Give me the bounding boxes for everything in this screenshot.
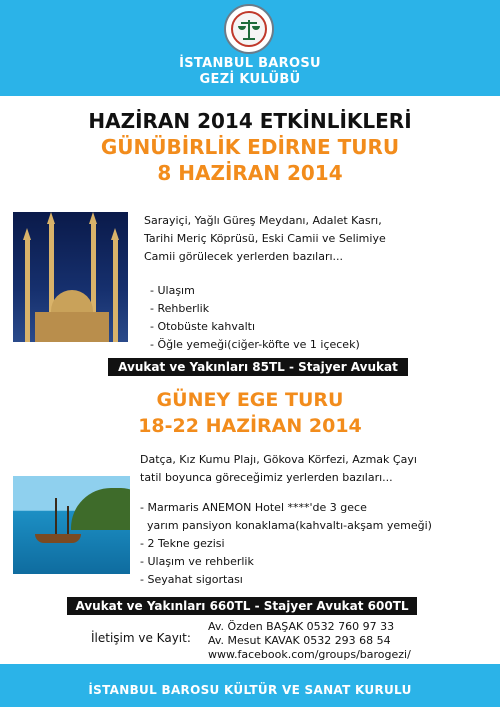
footer-text: İSTANBUL BAROSU KÜLTÜR VE SANAT KURULU [88, 683, 412, 697]
tour1-date: 8 HAZİRAN 2014 [157, 161, 343, 185]
sailboat-photo [13, 476, 130, 574]
club-name: GEZİ KULÜBÜ [199, 72, 301, 87]
tour2-includes-list [140, 499, 490, 589]
tour1-price-bar: Avukat ve Yakınları 85TL - Stajyer Avukat 75TL [108, 358, 408, 376]
tour1-description-line: Tarihi Meriç Köprüsü, Eski Camii ve Selimiye [144, 232, 386, 245]
header-banner [0, 0, 500, 96]
tour1-description-line: Camii görülecek yerlerden bazıları... [144, 250, 344, 263]
tour1-description [144, 212, 494, 266]
tour1-description-line: Sarayiçi, Yağlı Güreş Meydanı, Adalet Kasrı, [144, 214, 382, 227]
list-item: yarım pansiyon konaklama(kahvaltı-akşam yemeği) [140, 519, 432, 532]
list-item: - Otobüste kahvaltı [150, 320, 255, 333]
tour1-title: GÜNÜBİRLİK EDİRNE TURU [100, 135, 400, 159]
contact-label: İletişim ve Kayıt: [91, 631, 191, 645]
tour2-title: GÜNEY EGE TURU [156, 389, 344, 411]
contact-person-1: Av. Özden BAŞAK 0532 760 97 33 [208, 620, 395, 633]
list-item: - Ulaşım ve rehberlik [140, 555, 254, 568]
tour2-price-bar: Avukat ve Yakınları 660TL - Stajyer Avukat 600TL [67, 597, 417, 615]
list-item: - Marmaris ANEMON Hotel ****'de 3 gece [140, 501, 367, 514]
list-item: - Ulaşım [150, 284, 195, 297]
page-title: HAZİRAN 2014 ETKİNLİKLERİ [88, 109, 412, 133]
tour2-description [140, 451, 490, 487]
organization-name: İSTANBUL BAROSU [179, 56, 321, 71]
facebook-group-link[interactable]: www.facebook.com/groups/barogezi/ [208, 648, 411, 661]
list-item: - Öğle yemeği(ciğer-köfte ve 1 içecek) [150, 338, 360, 351]
list-item: - 2 Tekne gezisi [140, 537, 225, 550]
bar-association-logo [224, 4, 274, 54]
mosque-photo [13, 212, 128, 342]
tour2-date: 18-22 HAZİRAN 2014 [138, 415, 362, 437]
footer-banner [0, 664, 500, 707]
tour2-description-line: Datça, Kız Kumu Plajı, Gökova Körfezi, Azmak Çayı [140, 453, 417, 466]
list-item: - Rehberlik [150, 302, 210, 315]
list-item: - Seyahat sigortası [140, 573, 243, 586]
scales-of-justice-icon [231, 11, 267, 47]
contact-person-2: Av. Mesut KAVAK 0532 293 68 54 [208, 634, 391, 647]
tour1-includes-list [150, 282, 490, 354]
tour2-description-line: tatil boyunca göreceğimiz yerlerden bazıları... [140, 471, 393, 484]
